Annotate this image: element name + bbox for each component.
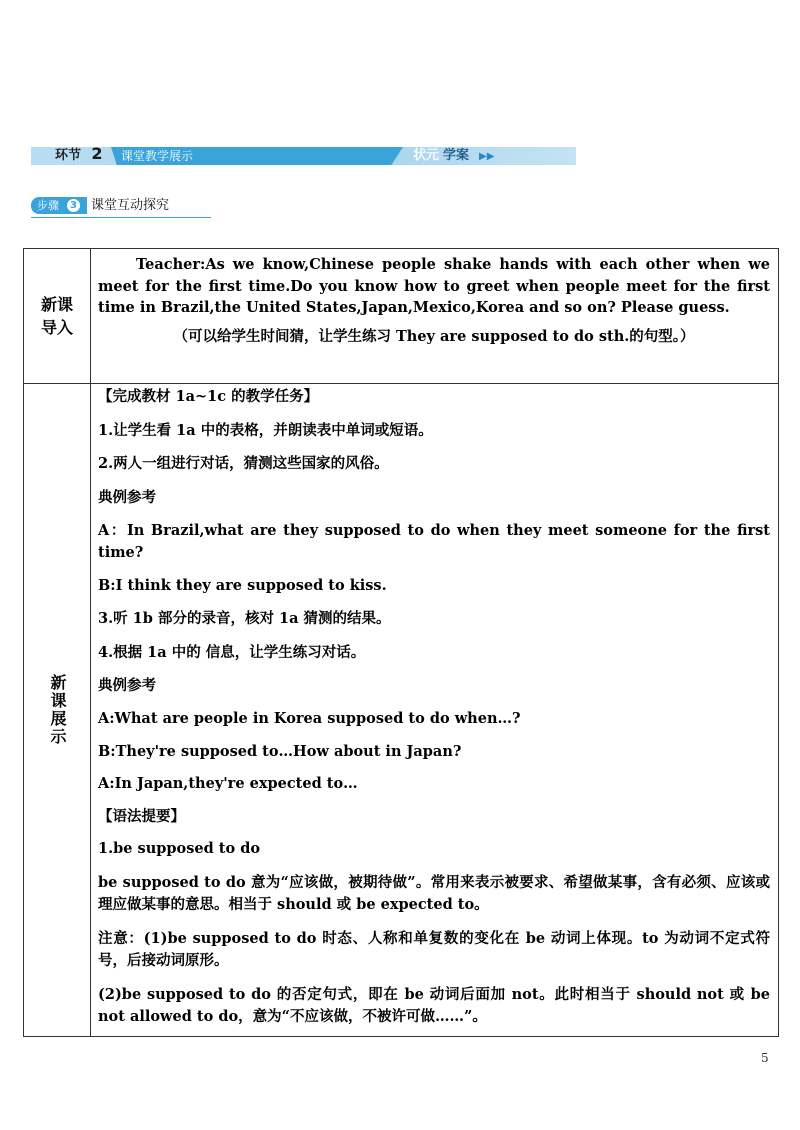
grammar-note-2: (2)be supposed to do 的否定句式，即在 be 动词后面加 not。此时相当于 should not 或 be not allowed to do，意为“不应该做，不被许可做……”。 [98,986,770,1025]
section-title: 课堂教学展示 [121,149,194,163]
row-label-present-text: 新课展示 [48,674,67,746]
dialog-line-a3: A:In Japan,they're expected to… [98,775,358,792]
lesson-table [23,248,779,1037]
grammar-heading: 【语法提要】 [98,808,185,825]
step-underline [31,217,211,218]
brand-left: 状元 [413,148,440,163]
table-row-present [24,383,778,1037]
brand-right: 学案 [443,148,470,163]
section-label: 环节 [55,148,82,163]
double-arrow-icon: ▶▶ [479,151,495,162]
grammar-explanation: be supposed to do 意为“应该做，被期待做”。常用来表示被要求、希望做某事，含有必须、应该或理应做某事的意思。相当于 should 或 be expected to。 [98,874,770,913]
section-banner [31,144,576,165]
row-label-intro-text: 新课导入 [40,295,73,337]
dialog-line-b2: B:They're supposed to…How about in Japan? [98,743,462,760]
row-content-intro [98,254,770,347]
dialog-line-a1: A：In Brazil,what are they supposed to do when they meet someone for the first time? [98,522,770,561]
table-row-intro [24,249,778,384]
grammar-note-1: 注意：(1)be supposed to do 时态、人称和单复数的变化在 be 动词上体现。to 为动词不定式符号，后接动词原形。 [98,930,770,969]
dialog-line-a2: A:What are people in Korea supposed to do when…? [98,710,521,727]
example-heading-1: 典例参考 [98,489,156,506]
example-heading-2: 典例参考 [98,677,156,694]
intro-note: （可以给学生时间猜，让学生练习 They are supposed to do sth.的句型。） [173,327,695,345]
section-number: 2 [91,144,103,163]
task-item-2: 2.两人一组进行对话，猜测这些国家的风俗。 [98,455,389,472]
step-title: 课堂互动探究 [91,198,170,213]
task-item-3: 3.听 1b 部分的录音，核对 1a 猜测的结果。 [98,610,391,627]
row-label-present [24,383,91,1037]
grammar-item-1: 1.be supposed to do [98,840,261,857]
task-item-1: 1.让学生看 1a 中的表格，并朗读表中单词或短语。 [98,422,433,439]
page-number: 5 [761,1051,769,1065]
task-item-4: 4.根据 1a 中的 信息，让学生练习对话。 [98,644,366,661]
step-chip-label: 步骤 [37,199,59,212]
task-heading: 【完成教材 1a~1c 的教学任务】 [98,388,319,405]
dialog-line-b1: B:I think they are supposed to kiss. [98,577,387,594]
row-label-intro [24,249,91,383]
step-number: 3 [67,199,80,212]
intro-paragraph: Teacher:As we know,Chinese people shake hands with each other when we meet for the first time.Do you know how to greet when people meet for the first time in Brazil,the United States,Japan,Mexico,Korea and so on? Please guess. [98,256,770,316]
